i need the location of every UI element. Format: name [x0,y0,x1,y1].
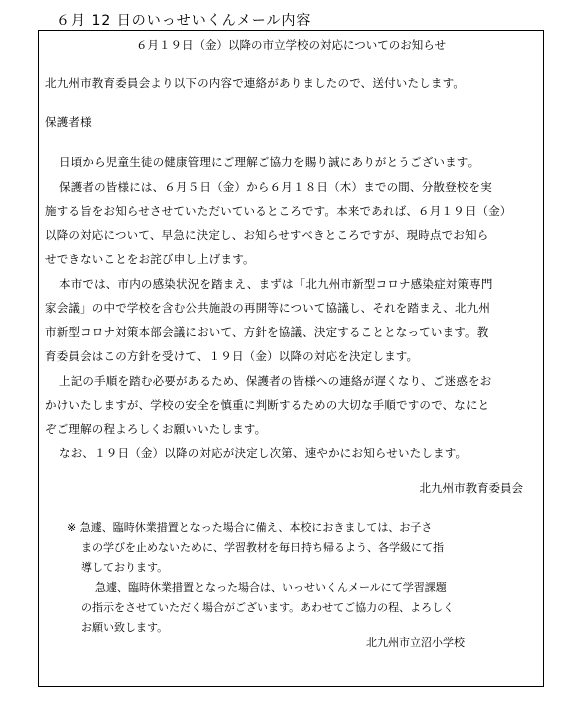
school-note-line: 導しております。 [81,561,169,574]
notice-frame [38,30,544,687]
body-line: ぞご理解の程よろしくお願いいたします。 [45,422,267,436]
salutation: 保護者様 [45,115,92,129]
sender-name: 北九州市教育委員会 [419,481,523,495]
body-line: 保護者の皆様には、６月５日（金）から６月１８日（木）までの間、分散登校を実 [59,180,492,194]
school-note-line: ※ 急遽、臨時休業措置となった場合に備え、本校におきましては、お子さ [67,521,433,534]
body-line: 施する旨をお知らせさせていただいているところです。本来であれば、６月１９日（金） [45,204,512,218]
school-name: 北九州市立沼小学校 [366,636,465,649]
body-line: 以降の対応について、早急に決定し、お知らせすべきところですが、現時点でお知ら [45,228,489,242]
school-note-line: の指示をさせていただく場合がございます。あわせてご協力の程、よろしく [81,601,455,614]
intro-text: 北九州市教育委員会より以下の内容で連絡がありましたので、送付いたします。 [45,76,466,90]
page-title: ６月 12 日のいっせいくんメール内容 [56,13,312,29]
body-line: 日頃から児童生徒の健康管理にご理解ご協力を賜り誠にありがとうございます。 [59,155,480,169]
body-line: 育委員会はこの方針を受けて、１９日（金）以降の対応を決定します。 [45,349,419,363]
body-line: なお、１９日（金）以降の対応が決定し次第、速やかにお知らせいたします。 [59,446,468,460]
school-note-line: 急遽、臨時休業措置となった場合は、いっせいくんメールにて学習課題 [95,581,447,594]
body-line: 上記の手順を踏む必要があるため、保護者の皆様への連絡が遅くなり、ご迷惑をお [59,374,492,388]
body-line: 家会議」の中で学校を含む公共施設の再開等について協議し、それを踏まえ、北九州 [45,301,491,315]
body-line: 本市では、市内の感染状況を踏まえ、まずは「北九州市新型コロナ感染症対策専門 [59,277,493,291]
body-line: 市新型コロナ対策本部会議において、方針を協議、決定することとなっています。教 [45,325,489,339]
school-note-line: まの学びを止めないために、学習教材を毎日持ち帰るよう、各学級にて指 [81,541,444,554]
notice-heading: ６月１９日（金）以降の市立学校の対応についてのお知らせ [136,38,446,52]
body-line: せできないことをお詫び申し上げます。 [45,252,255,266]
body-line: かけいたしますが、学校の安全を慎重に判断するための大切な手順ですので、なにと [45,398,490,412]
school-note-line: お願い致します。 [81,621,169,634]
